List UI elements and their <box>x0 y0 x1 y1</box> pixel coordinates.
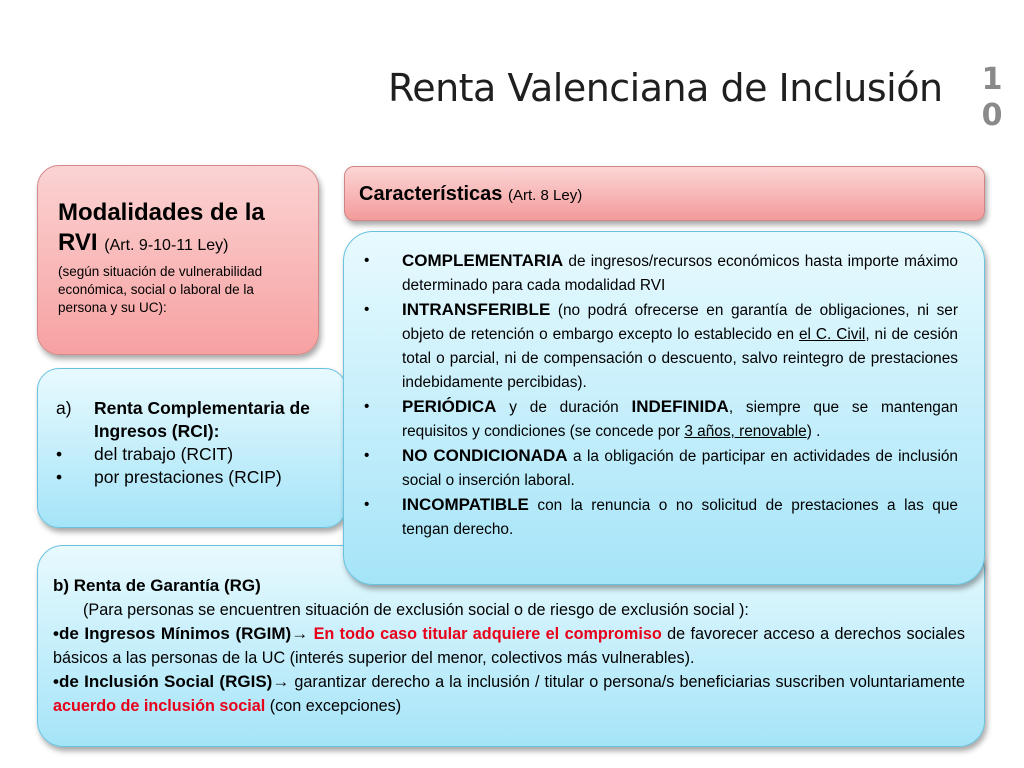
caract-desc: , ni de cesión total o parcial, ni de compensación o descuento, salvo reintegro de prestaciones indebidamente percibidas). <box>402 326 958 391</box>
rgis-text-1: garantizar derecho a la inclusión / titular o persona/s beneficiarias suscriben voluntariamente <box>289 673 965 691</box>
rg-item-rgis <box>53 670 965 718</box>
modalidades-heading-ref: (Art. 9-10-11 Ley) <box>104 237 229 254</box>
modalidades-heading <box>58 198 300 261</box>
caract-item-text <box>402 298 958 395</box>
page-number-digit-1: 1 <box>981 62 1003 97</box>
modalidades-box <box>37 165 319 355</box>
caract-item-intransferible <box>364 298 958 395</box>
caract-item-periodica <box>364 395 958 444</box>
rg-item-rgim <box>53 622 965 670</box>
page-number-digit-2: 0 <box>981 98 1003 133</box>
caracteristicas-heading-text: Características <box>359 183 503 205</box>
caract-desc: a la obligación de participar en actividades de inclusión social o inserción laboral. <box>402 448 958 489</box>
rg-heading: b) Renta de Garantía (RG) <box>53 576 261 595</box>
bullet-icon: • <box>56 444 63 464</box>
bullet-icon: • <box>364 252 370 269</box>
bullet-icon: • <box>53 672 59 691</box>
caract-desc: (no podrá ofrecerse en garantía de obligaciones, ni ser objeto de retención o embargo excepto lo establecido en <box>402 302 958 343</box>
caract-link-3-anos: 3 años, renovable <box>684 423 807 440</box>
caract-term: NO CONDICIONADA <box>402 446 568 465</box>
rgis-term: de Inclusión Social (RGIS) <box>58 672 273 691</box>
caract-item-text <box>402 249 958 298</box>
caract-desc: de ingresos/recursos económicos hasta importe máximo determinado para cada modalidad RVI <box>402 253 958 294</box>
modalidades-note: (según situación de vulnerabilidad económica, social o laboral de la persona y su UC): <box>58 264 263 315</box>
rci-title-row <box>56 397 332 443</box>
caracteristicas-header <box>344 166 985 221</box>
rci-box <box>37 368 347 528</box>
arrow-right-icon: → <box>291 624 309 643</box>
bullet-icon: • <box>53 624 59 643</box>
caract-desc: , siempre que se mantengan requisitos y condiciones (se concede por <box>402 399 958 440</box>
caract-term: INCOMPATIBLE <box>402 495 529 514</box>
rci-item <box>56 466 332 489</box>
caract-desc: con la renuncia o no solicitud de prestaciones a las que tengan derecho. <box>402 497 958 538</box>
rgis-text-2: (con excepciones) <box>265 697 402 715</box>
rci-item-text: por prestaciones (RCIP) <box>94 467 282 487</box>
page-number <box>978 62 1006 134</box>
caract-link-codigo-civil: el C. Civil <box>798 326 866 343</box>
caract-term-2: INDEFINIDA <box>631 397 729 416</box>
caract-term: PERIÓDICA <box>402 397 497 416</box>
rgis-red-text: acuerdo de inclusión social <box>53 697 266 715</box>
caracteristicas-box <box>343 231 985 585</box>
caract-item-text <box>402 493 958 542</box>
rgim-red-text: En todo caso titular adquiere el compromiso <box>313 625 662 643</box>
arrow-right-icon: → <box>272 672 290 691</box>
bullet-icon: • <box>56 467 63 487</box>
caract-desc: y de duración <box>496 399 632 416</box>
rgim-text: de favorecer acceso a derechos sociales básicos a las personas de la UC (interés superior del menor, colectivos más vulnerables). <box>53 625 965 667</box>
rci-item-text: del trabajo (RCIT) <box>94 444 234 464</box>
caract-item-complementaria <box>364 249 958 298</box>
caract-term: INTRANSFERIBLE <box>402 300 551 319</box>
caract-desc: ) . <box>806 423 821 440</box>
rg-subtitle: (Para personas se encuentren situación de exclusión social o de riesgo de exclusión social ): <box>83 601 749 619</box>
bullet-icon: • <box>364 496 370 513</box>
rgim-term: de Ingresos Mínimos (RGIM) <box>58 624 292 643</box>
rci-title: Renta Complementaria de Ingresos (RCI): <box>94 398 310 441</box>
bullet-icon: • <box>364 447 370 464</box>
caract-item-text <box>402 444 958 493</box>
caract-item-no-condicionada <box>364 444 958 493</box>
bullet-icon: • <box>364 398 370 415</box>
caract-item-text <box>402 395 958 444</box>
caract-term: COMPLEMENTARIA <box>402 251 564 270</box>
rci-marker: a) <box>56 398 72 418</box>
caract-item-incompatible <box>364 493 958 542</box>
caracteristicas-heading <box>359 183 582 205</box>
bullet-icon: • <box>364 301 370 318</box>
caracteristicas-heading-ref: (Art. 8 Ley) <box>508 187 583 204</box>
modalidades-heading-text: Modalidades de la RVI <box>58 199 265 256</box>
page-title: Renta Valenciana de Inclusión <box>388 66 943 110</box>
rci-item <box>56 443 332 466</box>
